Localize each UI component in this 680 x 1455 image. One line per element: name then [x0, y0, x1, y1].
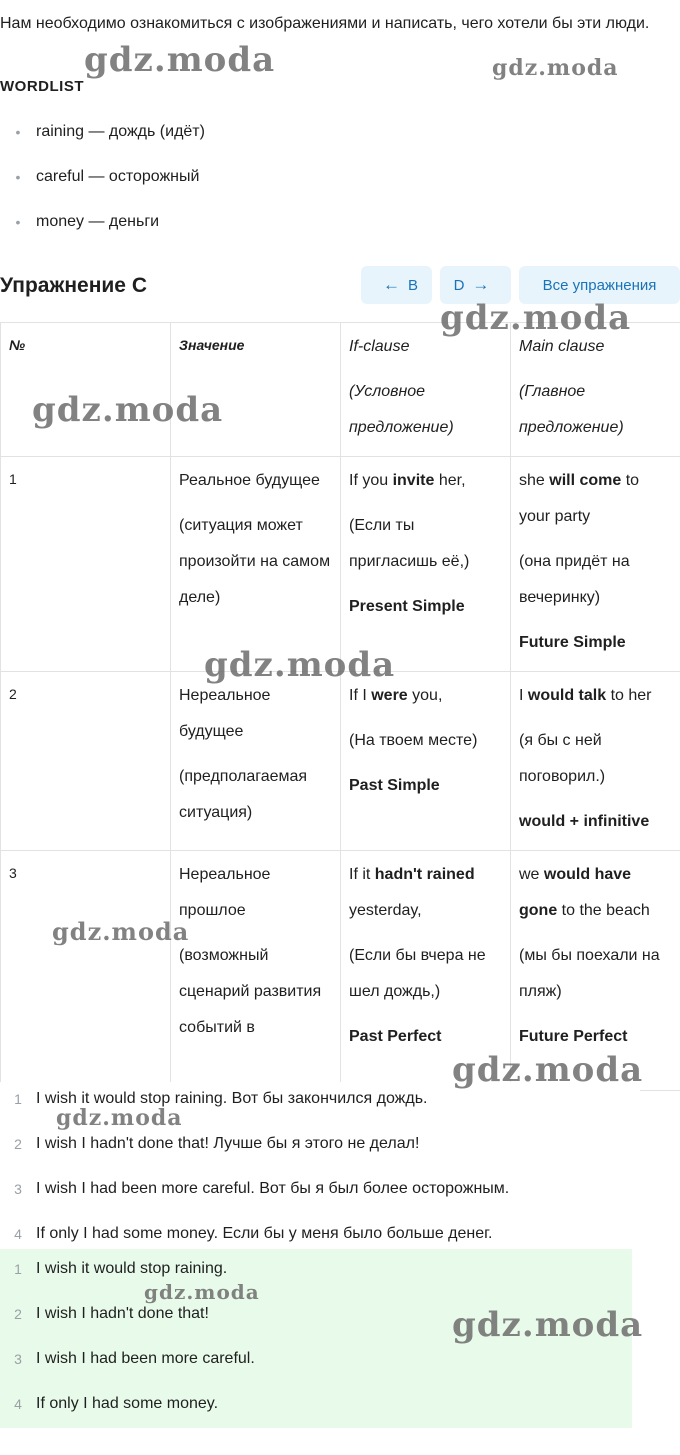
- arrow-left-icon: ←: [382, 275, 400, 294]
- wordlist: [0, 120, 600, 255]
- header-num: №: [9, 337, 26, 353]
- item-number: 3: [14, 1351, 22, 1367]
- table-row: [1, 457, 680, 672]
- main-clause-tense: would + infinitive: [519, 813, 650, 830]
- watermark: gdz.moda: [440, 298, 632, 338]
- header-main-clause: Main clause: [519, 338, 605, 355]
- if-clause-tense: Past Perfect: [349, 1028, 442, 1045]
- row-num: 3: [1, 851, 171, 1091]
- meaning-cell: [171, 672, 341, 851]
- sentence-text: I wish it would stop raining. Вот бы закончился дождь.: [36, 1090, 428, 1107]
- main-clause-tense: Future Perfect: [519, 1028, 628, 1045]
- header-if-clause: If-clause: [349, 338, 410, 355]
- watermark: gdz.moda: [52, 917, 190, 946]
- watermark: gdz.moda: [32, 390, 224, 430]
- wordlist-entry: raining — дождь (идёт): [36, 123, 205, 140]
- main-clause-translation: (я бы с ней поговорил.): [519, 732, 606, 785]
- if-clause-example: If you invite her,: [349, 472, 466, 489]
- if-clause-example: If it hadn't rained yesterday,: [349, 866, 475, 919]
- watermark: gdz.moda: [144, 1280, 260, 1304]
- item-number: 1: [14, 1091, 22, 1107]
- all-exercises-button[interactable]: Все упражнения: [519, 266, 680, 304]
- main-clause-translation: (она придёт на вечеринку): [519, 553, 630, 606]
- if-clause-tense: Present Simple: [349, 598, 465, 615]
- bullet-icon: •: [15, 214, 21, 230]
- item-number: 4: [14, 1226, 22, 1242]
- header-if-clause-ru: (Условное предложение): [349, 383, 454, 436]
- bullet-icon: •: [15, 169, 21, 185]
- main-clause-cell: [511, 457, 680, 672]
- answer-text: I wish I had been more careful.: [36, 1350, 255, 1367]
- wordlist-entry: money — деньги: [36, 213, 160, 230]
- meaning-text: Нереальное прошлое: [179, 866, 271, 919]
- if-clause-tense: Past Simple: [349, 777, 440, 794]
- watermark: gdz.moda: [452, 1305, 644, 1345]
- item-number: 3: [14, 1181, 22, 1197]
- meaning-note: (возможный сценарий развития событий в: [179, 947, 322, 1036]
- meaning-cell: [171, 851, 341, 1091]
- if-clause-translation: (Если бы вчера не шел дождь,): [349, 947, 486, 1000]
- list-item: [0, 210, 600, 255]
- sentence-text: I wish I had been more careful. Вот бы я был более осторожным.: [36, 1180, 510, 1197]
- sentence-text: If only I had some money. Если бы у меня было больше денег.: [36, 1225, 493, 1242]
- main-clause-example: I would talk to her: [519, 687, 652, 704]
- item-number: 2: [14, 1136, 22, 1152]
- item-number: 4: [14, 1396, 22, 1412]
- list-item: [0, 1392, 632, 1437]
- main-clause-example: we would have gone to the beach: [519, 866, 650, 919]
- item-number: 2: [14, 1306, 22, 1322]
- main-clause-example: she will come to your party: [519, 472, 640, 525]
- wordlist-title: WORDLIST: [0, 78, 84, 95]
- watermark: gdz.moda: [56, 1105, 183, 1131]
- if-clause-translation: (На твоем месте): [349, 732, 478, 749]
- list-item: [0, 1257, 632, 1302]
- list-item: [0, 165, 600, 210]
- header-cell: [511, 323, 680, 457]
- row-num: 1: [1, 457, 171, 672]
- conditionals-table: [0, 322, 680, 1091]
- main-clause-tense: Future Simple: [519, 634, 626, 651]
- meaning-note: (предполагаемая ситуация): [179, 768, 308, 821]
- watermark: gdz.moda: [204, 645, 396, 685]
- exercise-title: Упражнение C: [0, 274, 147, 297]
- next-exercise-label: D: [453, 276, 465, 294]
- header-cell: [341, 323, 511, 457]
- intro-text: Нам необходимо ознакомиться с изображениями и написать, чего хотели бы эти люди.: [0, 15, 650, 32]
- bullet-icon: •: [15, 124, 21, 140]
- arrow-right-icon: →: [472, 275, 490, 294]
- watermark: gdz.moda: [452, 1050, 644, 1090]
- if-clause-translation: (Если ты пригласишь её,): [349, 517, 470, 570]
- row-num: 2: [1, 672, 171, 851]
- if-clause-cell: [341, 672, 511, 851]
- if-clause-cell: [341, 457, 511, 672]
- list-item: [0, 1347, 632, 1392]
- header-meaning: Значение: [179, 337, 245, 353]
- sentence-text: I wish I hadn't done that! Лучше бы я этого не делал!: [36, 1135, 420, 1152]
- answer-text: If only I had some money.: [36, 1395, 219, 1412]
- list-item: [0, 120, 600, 165]
- answer-text: I wish I hadn't done that!: [36, 1305, 209, 1322]
- list-item: [0, 1177, 640, 1222]
- if-clause-example: If I were you,: [349, 687, 443, 704]
- main-clause-cell: [511, 672, 680, 851]
- meaning-text: Нереальное будущее: [179, 687, 271, 740]
- meaning-note: (ситуация может произойти на самом деле): [179, 517, 331, 606]
- meaning-text: Реальное будущее: [179, 472, 320, 489]
- watermark: gdz.moda: [492, 55, 619, 81]
- item-number: 1: [14, 1261, 22, 1277]
- list-item: [0, 1132, 640, 1177]
- meaning-cell: [171, 457, 341, 672]
- wordlist-entry: careful — осторожный: [36, 168, 200, 185]
- table-row: [1, 672, 680, 851]
- watermark: gdz.moda: [84, 40, 276, 80]
- prev-exercise-button[interactable]: [361, 266, 432, 304]
- main-clause-translation: (мы бы поехали на пляж): [519, 947, 660, 1000]
- answer-text: I wish it would stop raining.: [36, 1260, 228, 1277]
- header-main-clause-ru: (Главное предложение): [519, 383, 624, 436]
- prev-exercise-label: B: [407, 276, 418, 294]
